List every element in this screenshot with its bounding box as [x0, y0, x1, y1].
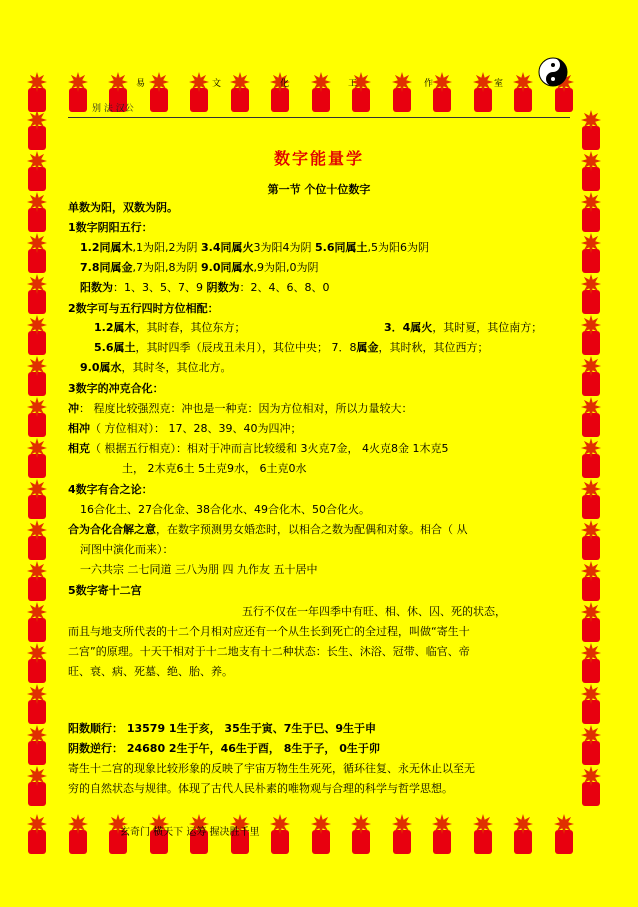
star-icon: [26, 71, 48, 93]
star-icon: [269, 813, 291, 835]
text-segment: 冲: [68, 402, 79, 415]
star-icon: [580, 765, 602, 787]
text-segment: 合为合化合解之意: [68, 523, 156, 536]
star-icon: [512, 813, 534, 835]
star-icon: [580, 314, 602, 336]
text-segment: 5.6属土: [94, 341, 136, 354]
text-segment: ，其时冬，其位北方。: [121, 361, 232, 374]
star-icon: [26, 314, 48, 336]
page-header: [70, 76, 570, 94]
text-segment: 3．4属火: [384, 321, 433, 334]
text-segment: ,1为阳,2为阴: [132, 241, 201, 254]
text-segment: 3数字的冲克合化：: [68, 382, 164, 395]
text-segment: ： 程度比较强烈克：冲也是一种克：因为方位相对，所以力量较大：: [79, 402, 413, 415]
text-line: [122, 461, 306, 477]
text-segment: 属金: [356, 341, 379, 354]
star-icon: [26, 601, 48, 623]
star-icon: [431, 813, 453, 835]
star-icon: [580, 642, 602, 664]
star-icon: [26, 765, 48, 787]
text-segment: 1.2同属木: [80, 241, 133, 254]
text-line: [68, 200, 178, 216]
star-icon: [67, 813, 89, 835]
star-icon: [26, 232, 48, 254]
star-icon: [553, 813, 575, 835]
text-segment: 16合化土、27合化金、38合化水、49合化木、50合化火。: [80, 503, 370, 516]
text-segment: 相克: [68, 442, 90, 455]
text-line: [80, 542, 174, 558]
text-segment: 五行不仅在一年四季中有旺、相、休、囚、死的状态，: [242, 605, 506, 618]
header-char: 室: [494, 79, 504, 89]
text-line: [384, 320, 542, 336]
text-segment: ，其时四季（辰戌丑未月），其位中央； 7．8: [135, 341, 357, 354]
page-title: 数字能量学: [273, 149, 364, 168]
text-line: [80, 280, 330, 296]
text-segment: ，在数字预测男女婚恋时，以相合之数为配偶和对象。相合（ 从: [156, 523, 468, 536]
text-segment: 阴数为: [206, 281, 240, 294]
header-char: 作: [424, 79, 434, 89]
text-segment: 阴数逆行： 24680 2生于午，46生于酉， 8生于子， 0生于卯: [68, 742, 380, 755]
star-icon: [26, 642, 48, 664]
text-segment: 寄生十二宫的现象比较形象的反映了宇宙万物生生死死，循环往复、永无休止以至无: [68, 762, 475, 775]
text-segment: 4数字有合之论：: [68, 483, 153, 496]
star-icon: [580, 478, 602, 500]
star-icon: [26, 519, 48, 541]
text-line: [94, 340, 489, 356]
text-segment: 阳数为: [80, 281, 113, 294]
header-char: 化: [280, 79, 290, 89]
star-icon: [472, 813, 494, 835]
text-segment: 旺、衰、病、死墓、绝、胎、养。: [68, 665, 233, 678]
text-segment: 二宫”的原理。十天干相对于十二地支有十二种状态：长生、沐浴、冠带、临官、帝: [68, 645, 470, 658]
star-icon: [26, 560, 48, 582]
text-segment: 阳数顺行： 13579 1生于亥， 35生于寅、7生于巳、9生于申: [68, 722, 377, 735]
star-icon: [580, 560, 602, 582]
text-segment: ，其时秋，其位西方；: [378, 341, 489, 354]
text-line: [68, 644, 470, 660]
star-icon: [580, 273, 602, 295]
star-icon: [26, 478, 48, 500]
text-line: [68, 441, 448, 457]
text-line: [80, 360, 232, 376]
text-line: [68, 220, 153, 236]
header-char: 工: [348, 79, 358, 89]
text-line: [80, 502, 370, 518]
text-segment: 相冲: [68, 422, 90, 435]
star-icon: [580, 437, 602, 459]
text-segment: 3.4同属火: [201, 241, 254, 254]
text-segment: （ 方位相对）： 17、28、39、40为四冲；: [90, 422, 302, 435]
star-icon: [26, 813, 48, 835]
text-line: [68, 664, 233, 680]
text-line: [94, 320, 246, 336]
star-icon: [391, 813, 413, 835]
star-icon: [580, 232, 602, 254]
text-segment: ，其时春，其位东方；: [135, 321, 246, 334]
text-segment: ，其时夏，其位南方；: [432, 321, 543, 334]
section-title: 第一节 个位十位数字: [267, 183, 371, 196]
text-line: [68, 301, 219, 317]
text-segment: 5数字寄十二宫: [68, 584, 142, 597]
text-segment: 7.8同属金: [80, 261, 133, 274]
text-segment: ,5为阳6为阴: [367, 241, 429, 254]
text-segment: 5.6同属土: [315, 241, 368, 254]
star-icon: [310, 813, 332, 835]
yin-yang-icon: [538, 57, 568, 87]
star-icon: [580, 683, 602, 705]
text-segment: 9.0属水: [80, 361, 122, 374]
text-line: [68, 721, 376, 737]
star-icon: [26, 355, 48, 377]
text-segment: 河图中演化而来）：: [80, 543, 174, 556]
text-segment: 3为阳4为阴: [253, 241, 315, 254]
text-segment: 一六共宗 二七同道 三八为朋 四 九作友 五十居中: [80, 563, 318, 576]
text-line: [68, 381, 164, 397]
text-line: [68, 741, 380, 757]
header-divider: [68, 117, 570, 118]
text-line: [68, 781, 453, 797]
text-segment: 穷的自然状态与规律。体现了古代人民朴素的唯物观与合理的科学与哲学思想。: [68, 782, 453, 795]
page-footer: 玄奇门 横天下 运筹 握决胜千里: [120, 827, 260, 838]
text-line: [80, 260, 319, 276]
star-icon: [26, 273, 48, 295]
text-segment: 土， 2木克6土 5土克9水， 6土克0水: [122, 462, 307, 475]
text-segment: 1数字阴阳五行：: [68, 221, 153, 234]
text-segment: 而且与地支所代表的十二个月相对应还有一个从生长到死亡的全过程，叫做“寄生十: [68, 625, 470, 638]
text-line: [68, 761, 475, 777]
header-char: 文: [212, 79, 222, 89]
star-icon: [580, 355, 602, 377]
text-line: [68, 421, 301, 437]
star-icon: [580, 396, 602, 418]
star-icon: [580, 519, 602, 541]
text-line: [68, 482, 153, 498]
star-icon: [26, 724, 48, 746]
text-segment: 9.0同属水: [201, 261, 254, 274]
star-icon: [26, 437, 48, 459]
star-icon: [26, 396, 48, 418]
star-icon: [26, 683, 48, 705]
text-line: [242, 604, 506, 620]
star-icon: [580, 724, 602, 746]
text-segment: ：1、3、5、7、9: [113, 281, 207, 294]
text-segment: 1.2属木: [94, 321, 136, 334]
text-segment: ：2、4、6、8、0: [239, 281, 330, 294]
text-line: [68, 624, 470, 640]
star-icon: [26, 109, 48, 131]
text-segment: （ 根据五行相克）：相对于冲而言比较缓和 3火克7金， 4火克8金 1木克5: [90, 442, 449, 455]
text-line: [80, 562, 317, 578]
header-char: 易: [136, 79, 146, 89]
star-icon: [580, 601, 602, 623]
text-line: [68, 522, 468, 538]
text-line: [68, 401, 413, 417]
text-segment: ,9为阳,0为阴: [253, 261, 319, 274]
header-subtitle: 别 法 汉公: [92, 104, 134, 114]
text-line: [68, 583, 142, 599]
star-icon: [580, 109, 602, 131]
text-segment: 2数字可与五行四时方位相配：: [68, 302, 219, 315]
text-line: [80, 240, 429, 256]
star-icon: [350, 813, 372, 835]
text-segment: ,7为阳,8为阴: [132, 261, 201, 274]
text-segment: 单数为阳，双数为阴。: [68, 201, 178, 214]
